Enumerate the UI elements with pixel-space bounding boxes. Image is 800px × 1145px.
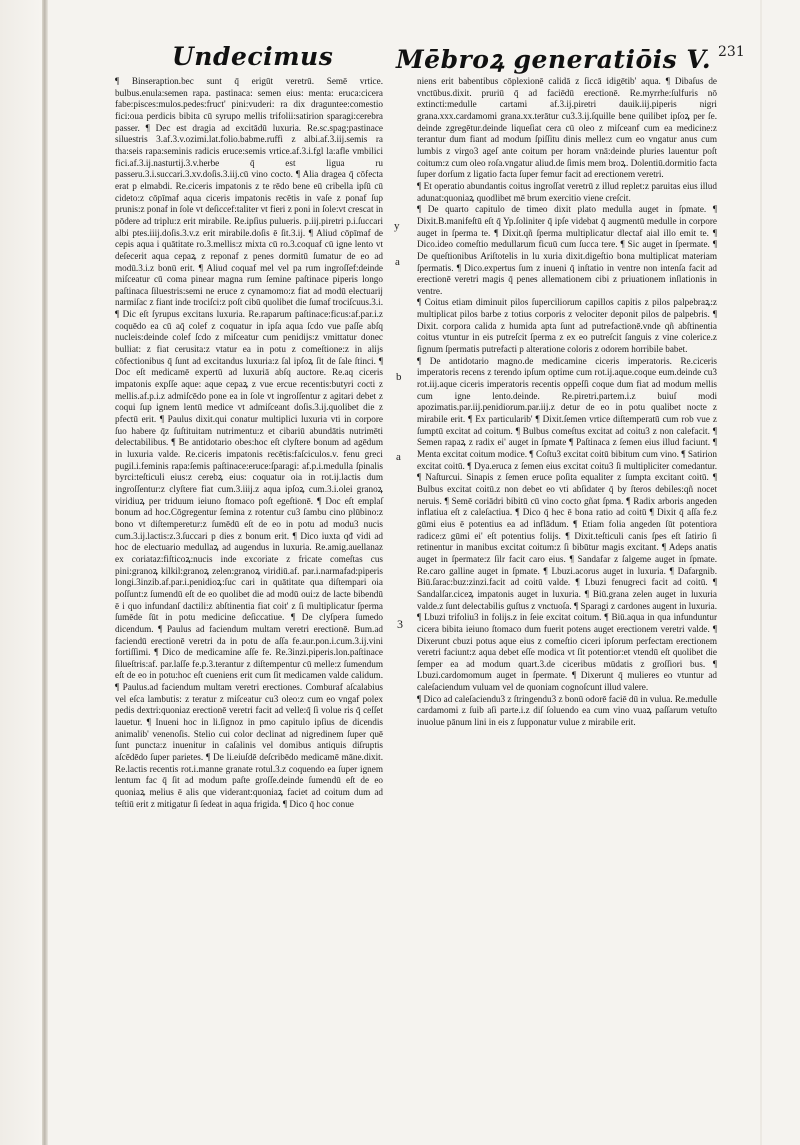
margin-letter-b: b xyxy=(396,371,402,383)
running-head-right: Mēbroꝝ generatiōis V. xyxy=(396,45,712,74)
left-column-paragraph: ¶ Binseraption.bec sunt q̄ erigūt veretrū. Semē vrtice. bulbus.enula:semen rapa. pastinaca: semen eius: menta: eruca:cicera fabe:pisces:mulos.pedes:fruct' pini:vuderi: ra dix draguntee:comestio fici:oua perdicis bibita cū syrupo mellis trifolii:satirion sparagi:cerebra passer. ¶ Dec est dragia ad excitādū luxuria. Re.sc.spag:pastinace siluestris 3.af.3.v.ozimi.lat.folio.babme.ruffi z albi.af.3.iij.semis ra tha:seis rapa:seminis radicis eruce:semis vrtice.af.3.i.fgl la:afle vmbilici fici.af.3.ij.nasturtij.3.v.herbe q̄ est ligua ru passeru.3.i.succari.3.xv.doſis.3.iij.cū vino cocto. ¶ Alia dragea q̄ cōfecta erat p elmabdi. Re.ciceris impatonis z te rēdo bene eū cribella ipſū cū cideto:z cōpīmaf aqua ciceris impatonis recētis in vaſe z ponaf ſup prunis:z ponaf in ſole vt deſiccef:taliter vt fieri z poni in ſole:vt crescat in pōdere ad triplu:z erit mirabile. Re.ipſius pulueris. p.iij.piretri p.i.ſuccari albi ptes.iiij.doſis.3.v.z erit mirabile.doſis ē ſit.3.ij. ¶ Aliud cōpīmaf de cepis aqua i quātitate ro.3.mellis:z mixta cū ro.3.coquaf cū igne lento vt deſecerit aqua cepaꝝ z reponaf z penes dormitū ſumatur de eo ad modū.3.i.z bonū erit. ¶ Aliud coquaf mel vel pa rum ingroſſef:deinde miſceatur cū coma pinear magna rum ſemine paſtinace piperis longo paſtinaca ſiluestris:semi ne eruce z cynamomo:z fiat ad modū electuarij narmiſac z fiant inde trociſci:z poſt cibū quolibet die ſumaf trociſcuus.3.i. ¶ Dic eſt ſyrupus excitans luxuria. Re.raparum paſtinace:ficus:af.par.i.z coquēdo ea cū aq̄ colef z coquatur in ipſa aqua ſcdo vue paſſe abſq nucleis:deinde colef ſcdo z miſceatur cum penidijs:z vmittatur donec bulliat: z fiat cerusita:z vtatur ea in potu z comeſtione:z in alijs cōfectionibus q̄ ſunt ad excitandus luxuria:z ſal ipſoꝝ ſit de ſale ſtinci. ¶ Doc eſt medicamē expertū ad luxuriā abſq auctore. Re.aq ciceris impatonis expſſe aque: aque cepaꝝ z vue ercue recentis:butyri cocti z mellis.af.p.i.z admiſcēdo pone ea in ſole vt ingroſſentur z agitari debet z coqui ſup ignem lentū medice vt admiſceant doſis.3.ij.quolibet die z pfectū erit. ¶ Paulus dixit.qui conatur multiplici luxuria vti in corpore ſuo habere q̄z ſuſtituitam nutrimentu:z et cibariū abundātis nutrimēti delectabilibus. ¶ Be antidotario obes:hoc eſt clyſtere bonum ad agēdum in luxuria valde. Re.ciceris impatonis recētis:faſciculos.v. fenu greci pugil.i.feminis rapa:ſemis paſtinace:eruce:ſparagi: af.p.i.medulla ſpinalis byrci:teſticuli eius:z cerebꝝ eius: coquatur oia in rot.ij.lactis dum ingroſſentur:z clyſtere fiat cum.3.iiij.z aqua ipſoꝝ cum.3.i.olei granoꝝ viridiuꝝ per triduum ieiuno ſtomaco poſt egeſtionē. ¶ Doc eſt emplaſ bonum ad hoc.Cōgregentur ſemina z rotentur cu3 ſambu cino plūbino:z bono vt diſtemperetur:z ſumēdū eſt de eo in potu ad modu3 nucis cum.3.ij.lactis:z.3.ſuccari p dies z bonum erit. ¶ Dico iuxta qđ vidi ad hoc de electuario medullaꝝ ad augendus in luxuria. Re.amig.auellanaz ex coriataz:fiſticoꝝ:nucis inde excoriate z fricate comeſtas cus pini:granoꝝ kilkil:granoꝝ zelen:granoꝝ viridiū.af. par.i.narmafad:piperis longi.3inzib.af.par.i.penidioꝝ:ſuc cari in quātitate qua diſtempari oia poſſunt:z ſumendū eſt de eo quolibet die ad modū oui:z de lacte bibendū ē i quo infundanſ dactili:z abſtinentia fiat coit' z ſi multiplicatur ſperma ſumēde ſūt in potu medicine deſiccatiue. ¶ De clyſpera ſumedo dicendum. ¶ Paulus ad faciendum multam veretri erectionē. Bum.ad faciendū erectionē veretri da in potu de aſſa fe.aur.pon.i.cum.3.ij.vini fortiſſimi. ¶ Dico de medicamine aſſe fe. Re.3inzi.piperis.lon.paſtinace ſilueſtris:af. par.laſſe fe.p.3.terantur z diſtempentur cū melle:z ſumendum eſt de eo in potu:hoc eſt cueniens erit cum ſit medicamen valde calidum. ¶ Paulus.ad faciendum multam veretri erectiones. Comburaf aſcalabius vel eſca lambutis: z teratur z miſceatur cu3 oleo:z cum eo vngaf polex pedis dextri:quoniaz erectionē veretri facit ad velle:q̄ ſi volue ris q̄ ceſſet lauetur. ¶ Inueni hoc in li.ſignoz in pmo capitulo ipſius de dicendis animalib' venenoſis. Stelio cui color declinat ad nigredinem ſuper quē ſunt puncta:z inuenitur in caſalinis vel domibus antiquis diſruptis aſcēdēdo ſuper parietes. ¶ De li.eiuſdē deſcribēdo medicamē māne.dixit. Re.lactis recentis rot.i.manne granate rotul.3.z coquendo ea ſuper ignem lentum fac q̄ ſit ad modum paſte groſſe.deinde ſumendū eſt de eo quoniaꝝ melius ē alis que viderant:quoniaꝝ faciet ad coitum dum ad teſtiū erit z mitigatur ſi ſedeat in aqua frigida. ¶ Dico q̄ hoc conue xyxy=(115,76,383,809)
margin-numeral-3: 3 xyxy=(397,617,403,631)
right-column-paragraph-2: ¶ Et operatio abundantis coitus ingroſſat veretrū z illud replet:z paruitas eius illud adunat:quoniaꝝ quodlibet mē brum exercitio viene creſcit. xyxy=(417,180,717,203)
right-text-column xyxy=(417,76,717,728)
right-column-paragraph-1: niens erit babentibus cōplexionē calidā z ſiccā idigētib' aqua. ¶ Dibaſus de vnctūbus.dixit. pruriū q̄ ad faciēdū erectionē. Re.myrrhe:ſulfuris nō extincti:medulle cartami af.3.ij.piretri dauik.iij.piperis nigri grana.xxx.cardamomi grana.xx.terātur cu3.3.ij.ſquille bene quilibet ipſoꝝ per ſe. deinde zgregētur.deinde liqueſiat cera cū oleo z miſceanf cum ea medicine:z terantur dum fiant ad modum ſpiſſitu dinis melle:z cum eo vngatur anus cum lumbis z virgo3 ageſ ante coitum per horam vnā:deinde pluries lauentur poſt coitum:z cum oleo roſa.vngatur aliud.de ſimis mem broꝝ. Dolentiū.dormitio facta ſuper dorſum z ligatio facta ſuper femur facit ad erectionem veretri. xyxy=(417,76,717,180)
right-column-paragraph-3: ¶ De quarto capitulo de timeo dixit plato medulla auget in ſpmate. ¶ Dixit.B.manifeſtū eſt q̄ Yp.ſoliniter q̄ ipſe videbat q̄ augmentū medulle in corpore auget in ſperma te. ¶ Dixit.qñ ſperma multiplicatur dlectaf aial illo emit te. ¶ Dico.ideo comeſtio medullarum ficuū cum ſucca tere. ¶ Sic auget in ſpermate. ¶ De queſtionibus Ariſtotelis in lu xuria dixit.digeſtio bona multiplicat materiam ſpermatis. ¶ Dico.expertus ſum z inueni q̄ inſtatio in ventre non intenſa facit ad erectionē veretri magis q̄ penes allemationem cibi z priuationem inſlationis in ventre. xyxy=(417,204,717,296)
margin-letter-a-first: a xyxy=(395,256,400,268)
page-edge-shade xyxy=(760,0,762,1145)
right-column-paragraph-5: ¶ De antidotario magno.de medicamine ciceris imperatoris. Re.ciceris imperatoris recens z terendo ipſum optime cum rot.ij.aque.coque eum.deinde cu3 rot.iij.aque ciceris imperatoris recentis oppeſſi coque dum fiat ad modum mellis cum igne lento.deinde. Re.piretri.partem.i.z buiuſ modi apozimatis.par.iij.penidiorum.par.iij.z detur de eo in potu qualibet nocte z mirabile erit. ¶ Ex particularib' ¶ Dixit.ſemen vrtice diſtemperatū cum rob vue z ſumptū excitat ad coitum. ¶ Bulbus comeſtus excitat ad coitu3 z non calefacit. ¶ Semen rapaꝝ z radix ei' auget in ſpmate ¶ Paſtinaca z ſemen eius illud faciunt. ¶ Menta excitat coitum modice. ¶ Coſtu3 excitat coitū bibitum cum vino. ¶ Satirion excitat coitū. ¶ Dya.eruca z ſemen eius excitat coitu3 ſi multipliciter comedantur. ¶ Naſturcui. Sinapis z ſemen eruce poſita equaliter z ſumpta excitant coitū. ¶ Bulbus excitat coitū.z non debet eo vti abſidater q̄ by ſteros debiles:qñ nocet neruis. ¶ Semē coriādri bibitū cū vino cocto gñat ſpma. ¶ Radix arboris angeden inflatiua eſt z caleſactiua. ¶ Dico q̄ hec ē bona ratio ad coitū ¶ Dixit q̄ aſſa fe.z gūmi eius ē potentius ea ad inflādum. ¶ Etiam folia angeden ſūt potentiora radice:z gūmi ei' eſt potentius folijs. ¶ Dixit.teſticuli canis ſpes eſt ſatirio ſi retinentur in manibus excitat coitum:z ſi bibūtur magis excitant. ¶ Adeps anatis auget in ſpermate:z ſilr facit caro eius. ¶ Sandafar z ſalgeme auget in ſpmate. Re.caro galline auget in ſpmate. ¶ Lbuzi.acorus auget in luxuria. ¶ Dafargnib. Biū.ſarac:buz:zinzi.facit ad coitū valde. ¶ Lbuzi fenugreci facit ad coitū. ¶ Sandalſar.ciceꝝ impatonis auget in luxuria. ¶ Biū.grana zelen auget in luxuria valde.z ſunt delectabilis guſtus z vnctuoſa. ¶ Sparagi z cardones augent in luxuria. ¶ Lbuzi trifoliu3 in folijs.z in ſeie excitat coitum. ¶ Biū.aqua in qua infunduntur cicera bibita ieiuno ſtomaco dum fuerit potens auget erectionem veretri valde. ¶ Dixerunt cbuzi potus aque eius z comeſtio ciceri ipſorum perfectam erectionem veretri faciunt:z aqua debet eſſe modica vt ſit potentior:et vtendū eſt quolibet die ſemper ea ad modum quart.3.de ciceribus mūdatis z groſſiori bus. ¶ Lbuzi.cardomomum auget in ſpermate. ¶ Dixerunt q̄ mulieres eo vtuntur ad caleſaciendum vuluam vel de quoniam cognoſcunt illud valere. xyxy=(417,355,717,693)
running-head-left: Undecimus xyxy=(172,42,334,71)
margin-letter-a-second: a xyxy=(396,451,401,463)
binding-shadow xyxy=(0,0,42,1145)
right-column-paragraph-6: ¶ Dico ad caleſaciendu3 z ſtringendu3 z bonū odorē faciē dū in vulua. Re.medulle cardamomi z ſuib aſi parte.i.z diſ ſoluendo ea cum vino vuaꝝ paſſarum vetuſto inuolue pānum lini in eis z ſupponatur vulue z mirabile erit. xyxy=(417,693,717,728)
right-column-paragraph-4: ¶ Coitus etiam diminuit pilos ſuperciliorum capillos capitis z pilos palpebraꝝ:z multiplicat pilos barbe z totius corporis z velociter deponit pilos de palpebris. ¶ Dixit. corpora calida z humida apta ſunt ad putrefactionē.vnde qñ abſtinentia coitus vtuntur in eis putreſcit ſperma z ex eo putreſcit ſanguis z vine colerice.z ſignum ſpermatis putrefacti p alteratione coloris z odorem horribile babet. xyxy=(417,297,717,355)
binding-edge xyxy=(42,0,48,1145)
left-text-column xyxy=(115,76,383,1026)
margin-letter-y: y xyxy=(394,220,400,232)
folio-number: 231 xyxy=(718,44,745,60)
